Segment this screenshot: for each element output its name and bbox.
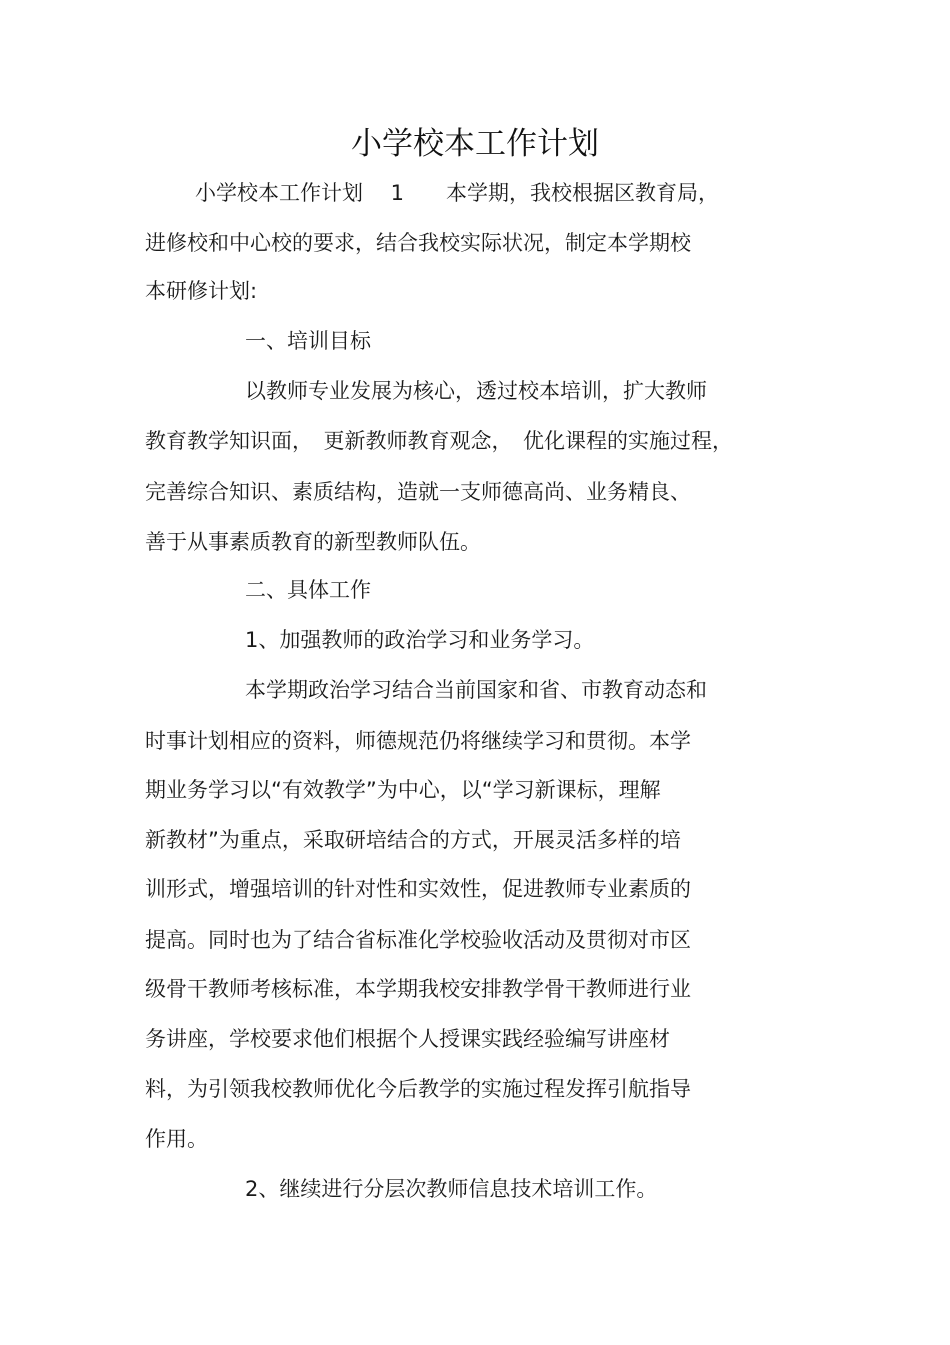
paragraph-line: 务讲座，学校要求他们根据个人授课实践经验编写讲座材 — [145, 1027, 670, 1051]
paragraph-line: 新教材”为重点，采取研培结合的方式，开展灵活多样的培 — [145, 828, 681, 852]
subsection-heading: 1、加强教师的政治学习和业务学习。 — [245, 628, 595, 652]
paragraph-line: 教育教学知识面， 更新教师教育观念， 优化课程的实施过程， — [145, 429, 733, 453]
paragraph-line: 完善综合知识、素质结构，造就一支师德高尚、业务精良、 — [145, 480, 691, 504]
paragraph-line: 本学期政治学习结合当前国家和省、市教育动态和 — [245, 678, 707, 702]
paragraph-line: 期业务学习以“有效教学”为中心，以“学习新课标，理解 — [145, 778, 661, 802]
paragraph-line: 本研修计划: — [145, 279, 258, 303]
document-title: 小学校本工作计划 — [351, 126, 599, 162]
paragraph-line: 时事计划相应的资料，师德规范仍将继续学习和贯彻。本学 — [145, 729, 691, 753]
paragraph-line: 提高。同时也为了结合省标准化学校验收活动及贯彻对市区 — [145, 928, 691, 952]
paragraph-line: 进修校和中心校的要求，结合我校实际状况，制定本学期校 — [145, 231, 691, 255]
paragraph-line: 料，为引领我校教师优化今后教学的实施过程发挥引航指导 — [145, 1077, 691, 1101]
paragraph-line: 小学校本工作计划 1 本学期，我校根据区教育局， — [195, 181, 720, 205]
section-heading: 一、培训目标 — [245, 329, 371, 353]
paragraph-line: 训形式，增强培训的针对性和实效性，促进教师专业素质的 — [145, 877, 691, 901]
paragraph-line: 善于从事素质教育的新型教师队伍。 — [145, 530, 481, 554]
section-heading: 二、具体工作 — [245, 578, 371, 602]
paragraph-line: 作用。 — [145, 1127, 208, 1151]
paragraph-line: 级骨干教师考核标准，本学期我校安排教学骨干教师进行业 — [145, 977, 691, 1001]
paragraph-line: 以教师专业发展为核心，透过校本培训，扩大教师 — [245, 379, 707, 403]
subsection-heading: 2、继续进行分层次教师信息技术培训工作。 — [245, 1177, 658, 1201]
